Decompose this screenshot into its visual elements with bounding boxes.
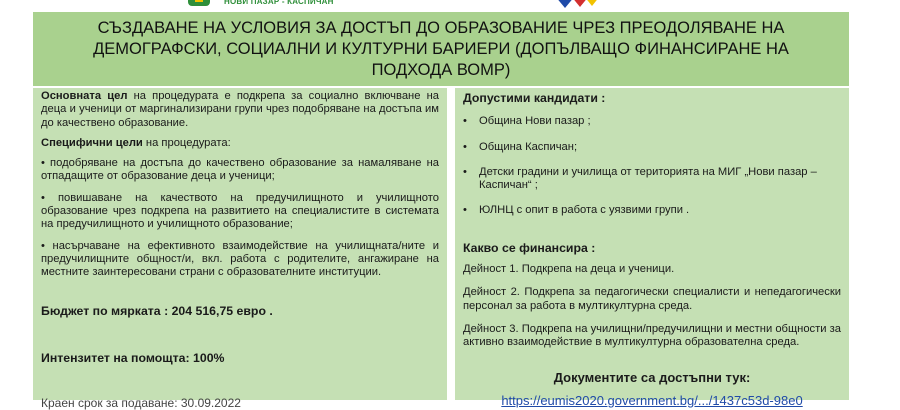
documents-title: Документите са достъпни тук: [553, 370, 751, 385]
budget-line: Бюджет по мярката : 204 516,75 евро . [41, 304, 273, 318]
mig-emblem-icon [188, 0, 210, 6]
candidate-item: • Община Каспичан; [463, 140, 578, 153]
main-goal-text: на процедурата е подкрепа за социално включване на деца и ученици от маргинализирани групи чрез подобряване на достъпа им до качествено образование. [41, 90, 440, 129]
page-title: СЪЗДАВАНЕ НА УСЛОВИЯ ЗА ДОСТЪП ДО ОБРАЗОВАНИЕ ЧРЕЗ ПРЕОДОЛЯВАНЕ НА ДЕМОГРАФСКИ, СОЦИАЛНИ И КУЛТУРНИ БАРИЕРИ (ДОПЪЛВАЩО ФИНАНСИРАНЕ НА ПОДХОДА ВОМР) [93, 18, 789, 79]
main-goal-label: Основната цел [41, 90, 128, 102]
mig-logo-text: НОВИ ПАЗАР - КАСПИЧАН [224, 0, 334, 6]
deadline-line: Краен срок за подаване: 30.09.2022 [41, 396, 241, 410]
financed-title: Какво се финансира : [463, 240, 596, 255]
activity-item: Дейност 2. Подкрепа за педагогически специалисти и непедагогически персонал за работа в мултикултурна среда. [463, 286, 841, 312]
candidates-title: Допустими кандидати : [463, 91, 606, 105]
goal-item: • повишаване на качеството на предучилищното и училищното образование чрез подкрепа на развитието на специалистите в системата на предучилищното и училищното образование; [41, 191, 439, 231]
documents-link[interactable]: https://eumis2020.government.bg/.../1437c53d-98e0 [501, 393, 803, 408]
program-logo [555, 0, 605, 8]
right-panel [455, 88, 849, 408]
candidates-section [463, 92, 841, 358]
specific-goals-label: Специфични цели [41, 136, 143, 149]
specific-goals-text: на процедурата: [142, 136, 231, 149]
candidate-item: • Детски градини и училища от територията на МИГ „Нови пазар – Каспичан“ ; [463, 165, 817, 192]
goal-item: • насърчаване на ефективното взаимодействие на училищната/ните и предучилищните общност/и, вкл. работа с родителите, ангажиране на местните заинтересовани страни с образователните институции. [41, 239, 439, 279]
candidate-item: • Община Нови пазар ; [463, 115, 591, 128]
intensity-line: Интензитет на помощта: 100% [41, 351, 225, 365]
goals-section [41, 90, 439, 280]
title-banner [33, 12, 849, 86]
mig-logo [180, 0, 360, 8]
activity-item: Дейност 1. Подкрепа на деца и ученици. [463, 263, 675, 276]
specific-goals-paragraph [41, 137, 439, 150]
main-goal-paragraph [41, 90, 439, 130]
yellow-triangle-icon [584, 0, 600, 6]
activity-item: Дейност 3. Подкрепа на училищни/предучилищни и местни общности за активно взаимодействие в мултикултурна образователна среда. [463, 322, 841, 349]
left-panel [33, 88, 447, 410]
candidate-item: • ЮЛНЦ с опит в работа с уязвими групи . [463, 204, 690, 217]
goal-item: • подобряване на достъпа до качествено образование за намаляване на отпадащите от образование деца и ученици; [41, 157, 439, 183]
